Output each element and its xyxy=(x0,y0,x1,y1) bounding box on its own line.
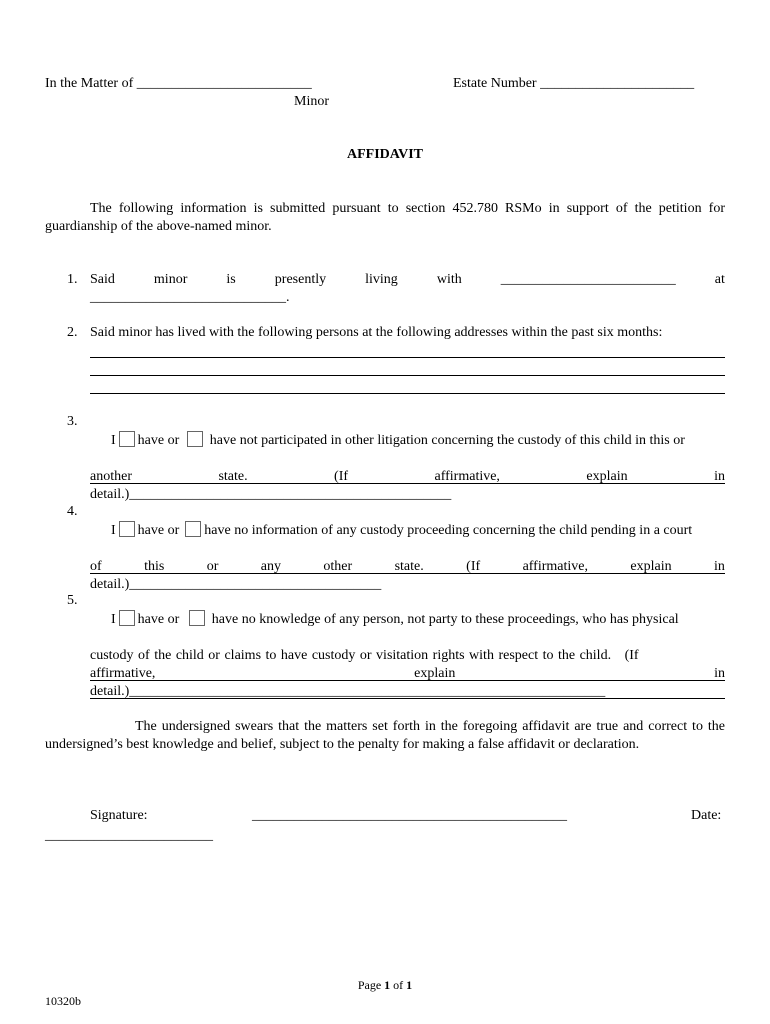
item-1-line1: Said minor is presently living with _________________________ at xyxy=(90,272,725,287)
estate-number-label: Estate Number ______________________ xyxy=(453,76,695,91)
item-4-detail-blank[interactable]: detail.)____________________________________ xyxy=(90,577,382,592)
item-3-answer-line[interactable] xyxy=(90,483,725,484)
signature-label: Signature: xyxy=(90,808,148,823)
item-2-answer-line[interactable] xyxy=(90,393,725,394)
item-5-have-checkbox[interactable] xyxy=(119,610,135,626)
item-4-have-checkbox[interactable] xyxy=(119,521,135,537)
item-1-with-blank[interactable]: _________________________ xyxy=(500,272,676,287)
item-3-detail-blank[interactable]: detail.)______________________________________________ xyxy=(90,487,452,502)
item-3-line2: another state. (If affirmative, explain in xyxy=(90,469,725,484)
page-number: Page 1 of 1 xyxy=(357,978,413,992)
item-1-number: 1. xyxy=(67,272,78,287)
form-code: 10320b xyxy=(45,994,81,1008)
minor-label: Minor xyxy=(294,94,329,109)
intro-paragraph: The following information is submitted pursuant to section 452.780 RSMo in support of the petition for guardianship of the above-named minor. xyxy=(45,201,725,234)
item-5-line3: affirmative, explain in xyxy=(90,666,725,681)
item-5-have-no-checkbox[interactable] xyxy=(189,610,205,626)
date-label: Date: xyxy=(691,808,722,823)
item-2-number: 2. xyxy=(67,325,78,340)
oath-paragraph: The undersigned swears that the matters set forth in the foregoing affidavit are true and correct to the undersigned’s best knowledge and belief, subject to the penalty for making a false affidavit or declaration. xyxy=(45,719,725,752)
item-2-text: Said minor has lived with the following persons at the following addresses within the past six months: xyxy=(90,325,663,340)
signature-line[interactable]: _____________________________________________ xyxy=(252,808,567,823)
item-5-answer-line[interactable] xyxy=(90,698,725,699)
document-title: AFFIDAVIT xyxy=(347,147,423,162)
matter-label: In the Matter of _________________________ xyxy=(45,76,312,91)
item-5-detail-blank[interactable]: detail.)____________________________________________________________________ xyxy=(90,684,606,699)
item-3-have-not-checkbox[interactable] xyxy=(187,431,203,447)
item-4-number: 4. xyxy=(67,504,78,519)
item-5-line2: custody of the child or claims to have custody or visitation rights with respect to the child. (If xyxy=(90,648,639,663)
item-5-number: 5. xyxy=(67,593,78,608)
item-4-line2: of this or any other state. (If affirmative, explain in xyxy=(90,559,725,574)
item-1-at-blank[interactable]: ____________________________. xyxy=(90,290,290,305)
item-2-answer-line[interactable] xyxy=(90,357,725,358)
item-4-have-no-checkbox[interactable] xyxy=(185,521,201,537)
item-3-number: 3. xyxy=(67,414,78,429)
item-4-answer-line[interactable] xyxy=(90,573,725,574)
item-2-answer-line[interactable] xyxy=(90,375,725,376)
item-3-have-checkbox[interactable] xyxy=(119,431,135,447)
item-5-answer-line[interactable] xyxy=(90,680,725,681)
date-line[interactable]: ________________________ xyxy=(45,828,213,843)
